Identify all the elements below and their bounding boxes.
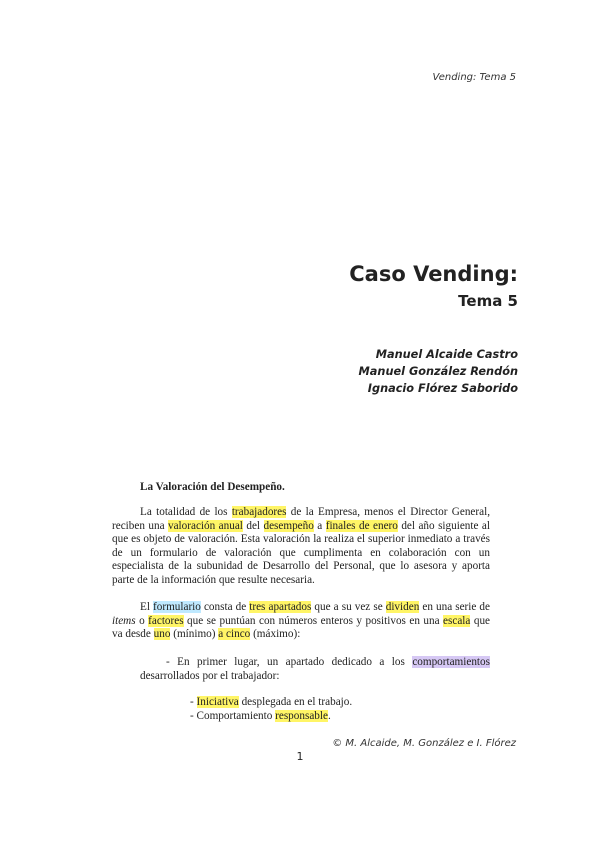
author-name: Manuel González Rendón: [358, 365, 518, 378]
page-number: 1: [296, 750, 304, 763]
highlighted-text: dividen: [385, 601, 420, 613]
text-run: (máximo):: [250, 628, 301, 641]
highlighted-text: comportamientos: [412, 656, 490, 668]
text-run: - Comportamiento: [190, 709, 276, 722]
text-run: desarrollados por el trabajador:: [140, 669, 280, 682]
running-header: Vending: Tema 5: [432, 72, 516, 83]
title-block: [349, 262, 518, 310]
document-subtitle: Tema 5: [458, 292, 518, 310]
highlighted-text: finales de enero: [325, 519, 398, 532]
highlighted-text: escala: [443, 614, 471, 627]
author-list: [359, 346, 518, 397]
paragraph-1: [112, 506, 490, 588]
text-run: que va desde: [112, 614, 491, 641]
text-run: El: [140, 601, 154, 613]
text-run: (mínimo): [170, 628, 219, 641]
text-run: consta de: [200, 601, 250, 613]
highlighted-text: a cinco: [218, 628, 251, 641]
copyright-footer: © M. Alcaide, M. González e I. Flórez: [332, 738, 516, 749]
author-name: Ignacio Flórez Saborido: [367, 382, 518, 395]
text-run: La totalidad de los: [140, 506, 232, 518]
author-name: Manuel Alcaide Castro: [375, 348, 518, 361]
text-run: o: [135, 614, 149, 627]
text-run: en una serie de: [419, 601, 490, 613]
highlighted-text: formulario: [153, 601, 201, 613]
highlighted-text: trabajadores: [231, 506, 287, 518]
section-heading: La Valoración del Desempeño.: [140, 481, 285, 493]
highlighted-text: desempeño: [263, 519, 314, 532]
text-run: desplegada en el trabajo.: [238, 696, 353, 708]
highlighted-text: tres apartados: [249, 601, 312, 613]
italic-text: items: [112, 614, 136, 627]
text-run: del: [242, 519, 264, 532]
paragraph-2: [112, 601, 490, 642]
highlighted-text: responsable: [275, 709, 328, 722]
text-run: del año siguiente al que es objeto de valoración. Esta valoración la realiza el superior inmediato a través de un formulario de valoración que cumplimenta en colaboración con un especialista de la subunidad de Desarrollo del Personal, que lo asesora y aporta parte de la información que resulte necesaria.: [112, 519, 490, 586]
text-run: a: [313, 519, 326, 532]
text-run: - En primer lugar, un apartado dedicado a los: [166, 656, 413, 668]
text-run: que se puntúan con números enteros y positivos en una: [183, 614, 444, 627]
highlighted-text: valoración anual: [168, 519, 243, 532]
text-run: .: [327, 709, 331, 722]
text-run: que a su vez se: [311, 601, 386, 613]
text-run: de la Empresa, menos el Director General, reciben una: [112, 506, 490, 532]
list-intro: [140, 656, 490, 683]
document-title: Caso Vending:: [349, 262, 518, 286]
highlighted-text: factores: [148, 614, 184, 627]
sub-list: [190, 696, 352, 723]
highlighted-text: uno: [153, 628, 171, 641]
highlighted-text: Iniciativa: [196, 696, 239, 708]
text-run: -: [190, 696, 197, 708]
list-item: [190, 710, 352, 724]
list-item: [190, 696, 352, 710]
